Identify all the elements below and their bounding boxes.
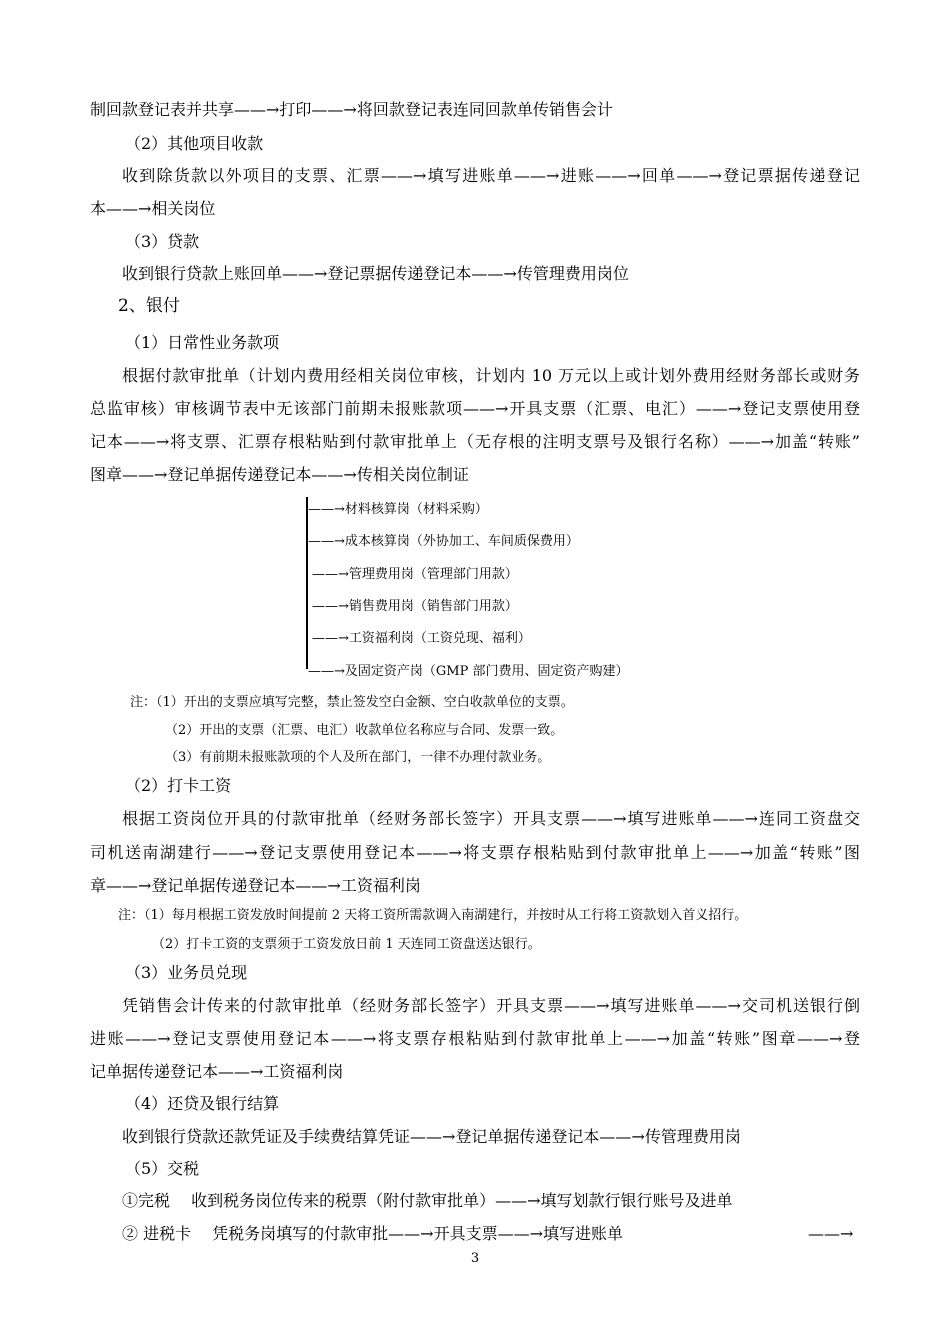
- text-line: 收到银行贷款还款凭证及手续费结算凭证——→登记单据传递登记本——→传管理费用岗: [122, 1127, 741, 1146]
- text-line: 图章——→登记单据传递登记本——→传相关岗位制证: [90, 465, 469, 484]
- text-line: 根据工资岗位开具的付款审批单（经财务部长签字）开具支票——→填写进账单——→连同工资盘交: [122, 809, 860, 828]
- text-line: 根据付款审批单（计划内费用经相关岗位审核，计划内 10 万元以上或计划外费用经财务部长或财务: [122, 366, 860, 385]
- section-heading: （4）还贷及银行结算: [125, 1094, 280, 1113]
- text-line: 收到除货款以外项目的支票、汇票——→填写进账单——→进账——→回单——→登记票据传递登记: [122, 166, 860, 185]
- section-heading: （2）其他项目收款: [125, 134, 264, 153]
- branch-item: ——→管理费用岗（管理部门用款）: [312, 567, 518, 582]
- section-heading: （5）交税: [125, 1159, 200, 1178]
- branch-item: ——→及固定资产岗（GMP 部门费用、固定资产购建）: [308, 664, 629, 679]
- text-line: 总监审核）审核调节表中无该部门前期未报账款项——→开具支票（汇票、电汇）——→登记支票使用登: [90, 399, 860, 418]
- branch-bracket: [306, 497, 308, 669]
- branch-item: ——→销售费用岗（销售部门用款）: [312, 599, 518, 614]
- text-line: 进账——→登记支票使用登记本——→将支票存根粘贴到付款审批单上——→加盖“转账”图章——→登: [90, 1029, 860, 1048]
- note-line: （3）有前期未报账款项的个人及所在部门，一律不办理付款业务。: [165, 750, 551, 765]
- section-heading: （1）日常性业务款项: [125, 333, 280, 352]
- section-heading: （3）业务员兑现: [125, 963, 248, 982]
- branch-item: ——→材料核算岗（材料采购）: [308, 502, 488, 517]
- note-line: （2）打卡工资的支票须于工资发放日前 1 天连同工资盘送达银行。: [152, 937, 541, 952]
- text-line: 收到银行贷款上账回单——→登记票据传递登记本——→传管理费用岗位: [122, 264, 629, 283]
- text-line: 制回款登记表并共享——→打印——→将回款登记表连同回款单传销售会计: [90, 100, 613, 119]
- trailing-arrow: ——→: [808, 1224, 854, 1243]
- branch-item: ——→成本核算岗（外协加工、车间质保费用）: [308, 534, 579, 549]
- text-line: 记本——→将支票、汇票存根粘贴到付款审批单上（无存根的注明支票号及银行名称）——→加盖“转账”: [90, 432, 860, 451]
- note-line: （2）开出的支票（汇票、电汇）收款单位名称应与合同、发票一致。: [165, 723, 564, 738]
- text-line: 记单据传递登记本——→工资福利岗: [90, 1062, 344, 1081]
- text-line: 本——→相关岗位: [90, 199, 216, 218]
- text-line: ② 进税卡 凭税务岗填写的付款审批——→开具支票——→填写进账单: [122, 1224, 623, 1243]
- note-line: 注：（1）每月根据工资发放时间提前 2 天将工资所需款调入南湖建行，并按时从工行将工资款划入首义招行。: [118, 908, 748, 923]
- section-heading: （2）打卡工资: [125, 776, 232, 795]
- text-line: 司机送南湖建行——→登记支票使用登记本——→将支票存根粘贴到付款审批单上——→加盖“转账”图: [90, 843, 860, 862]
- text-line: ①完税 收到税务岗位传来的税票（附付款审批单）——→填写划款行银行账号及进单: [122, 1191, 733, 1210]
- note-line: 注：（1）开出的支票应填写完整，禁止签发空白金额、空白收款单位的支票。: [130, 695, 574, 710]
- section-heading: （3）贷款: [125, 232, 200, 251]
- section-heading: 2、银付: [118, 296, 180, 316]
- text-line: 章——→登记单据传递登记本——→工资福利岗: [90, 876, 421, 895]
- branch-item: ——→工资福利岗（工资兑现、福利）: [312, 631, 531, 646]
- text-line: 凭销售会计传来的付款审批单（经财务部长签字）开具支票——→填写进账单——→交司机送银行倒: [122, 996, 860, 1015]
- page-number: 3: [470, 1251, 480, 1266]
